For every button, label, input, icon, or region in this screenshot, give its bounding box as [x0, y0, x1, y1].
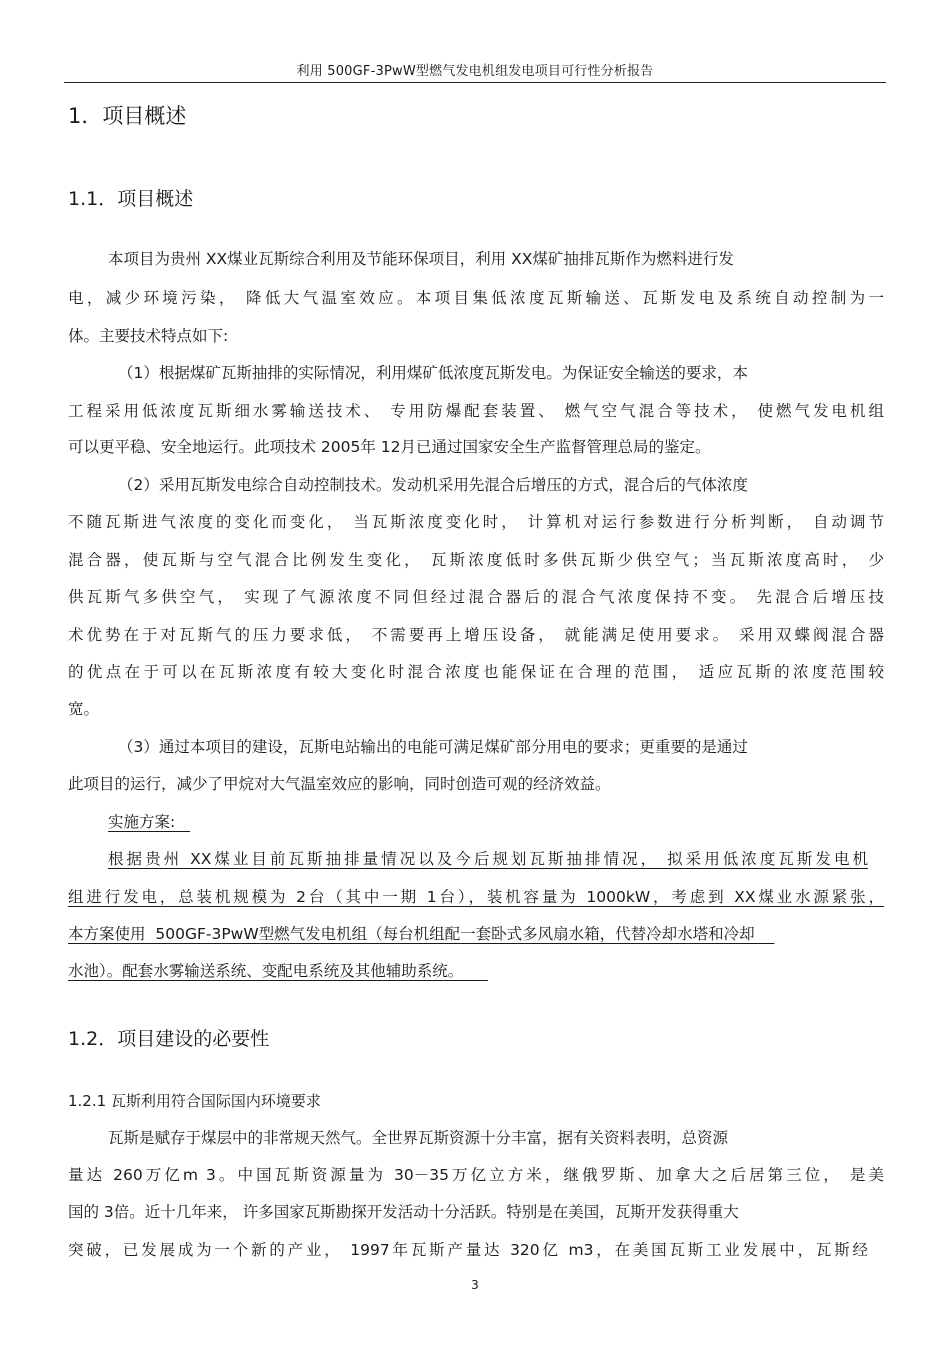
- paragraph-line: 体。主要技术特点如下:: [68, 327, 229, 345]
- paragraph-line: （1）根据煤矿瓦斯抽排的实际情况，利用煤矿低浓度瓦斯发电。为保证安全输送的要求，本: [118, 364, 748, 382]
- paragraph-line: 供瓦斯气多供空气， 实现了气源浓度不同但经过混合器后的混合气浓度保持不变。 先混合后增压技: [68, 588, 884, 606]
- paragraph-line: 此项目的运行，减少了甲烷对大气温室效应的影响，同时创造可观的经济效益。: [68, 775, 611, 793]
- page-number: 3: [471, 1278, 479, 1292]
- heading-1-1: 1.1．项目概述: [68, 188, 194, 210]
- plan-line: 根据贵州 XX煤业目前瓦斯抽排量情况以及今后规划瓦斯抽排情况， 拟采用低浓度瓦斯发电机: [108, 850, 868, 868]
- plan-line: 水池）。配套水雾输送系统、变配电系统及其他辅助系统。: [68, 962, 488, 980]
- heading-1-2: 1.2．项目建设的必要性: [68, 1028, 270, 1050]
- implementation-plan-label: 实施方案:: [108, 813, 191, 831]
- header-rule: [64, 82, 886, 83]
- paragraph-line: 量达 260万亿m 3。中国瓦斯资源量为 30－35万亿立方米，继俄罗斯、加拿大之后居第三位， 是美: [68, 1166, 884, 1184]
- paragraph-line: （3）通过本项目的建设，瓦斯电站输出的电能可满足煤矿部分用电的要求；更重要的是通过: [118, 738, 748, 756]
- paragraph-line: 混合器，使瓦斯与空气混合比例发生变化， 瓦斯浓度低时多供瓦斯少供空气；当瓦斯浓度高时， 少: [68, 551, 884, 569]
- paragraph-line: 国的 3倍。近十几年来， 许多国家瓦斯勘探开发活动十分活跃。特别是在美国，瓦斯开发获得重大: [68, 1203, 739, 1221]
- paragraph-line: 电，减少环境污染， 降低大气温室效应。本项目集低浓度瓦斯输送、瓦斯发电及系统自动控制为一: [68, 289, 884, 307]
- paragraph-line: 可以更平稳、安全地运行。此项技术 2005年 12月已通过国家安全生产监督管理总局的鉴定。: [68, 438, 711, 456]
- heading-1-2-1: 1.2.1 瓦斯利用符合国际国内环境要求: [68, 1092, 321, 1110]
- running-header: 利用 500GF-3PwW型燃气发电机组发电项目可行性分析报告: [296, 64, 654, 79]
- paragraph-line: 工程采用低浓度瓦斯细水雾输送技术、 专用防爆配套装置、 燃气空气混合等技术， 使燃气发电机组: [68, 402, 884, 420]
- paragraph-line: 宽。: [68, 700, 100, 718]
- paragraph-line: 不随瓦斯进气浓度的变化而变化， 当瓦斯浓度变化时， 计算机对运行参数进行分析判断， 自动调节: [68, 513, 884, 531]
- plan-line: 本方案使用 500GF-3PwW型燃气发电机组（每台机组配一套卧式多风扇水箱，代替冷却水塔和冷却: [68, 925, 775, 943]
- heading-1: 1．项目概述: [68, 104, 187, 128]
- paragraph-line: 突破，已发展成为一个新的产业， 1997年瓦斯产量达 320亿 m3，在美国瓦斯工业发展中，瓦斯经: [68, 1241, 868, 1259]
- paragraph-line: 本项目为贵州 XX煤业瓦斯综合利用及节能环保项目，利用 XX煤矿抽排瓦斯作为燃料进行发: [108, 250, 734, 268]
- paragraph-line: （2）采用瓦斯发电综合自动控制技术。发动机采用先混合后增压的方式，混合后的气体浓度: [118, 476, 748, 494]
- paragraph-line: 瓦斯是赋存于煤层中的非常规天然气。全世界瓦斯资源十分丰富，据有关资料表明，总资源: [108, 1129, 729, 1147]
- paragraph-line: 的优点在于可以在瓦斯浓度有较大变化时混合浓度也能保证在合理的范围， 适应瓦斯的浓度范围较: [68, 663, 884, 681]
- plan-line: 组进行发电，总装机规模为 2台（其中一期 1台），装机容量为 1000kW，考虑到 XX煤业水源紧张，: [68, 888, 884, 906]
- paragraph-line: 术优势在于对瓦斯气的压力要求低， 不需要再上增压设备， 就能满足使用要求。 采用双蝶阀混合器: [68, 626, 884, 644]
